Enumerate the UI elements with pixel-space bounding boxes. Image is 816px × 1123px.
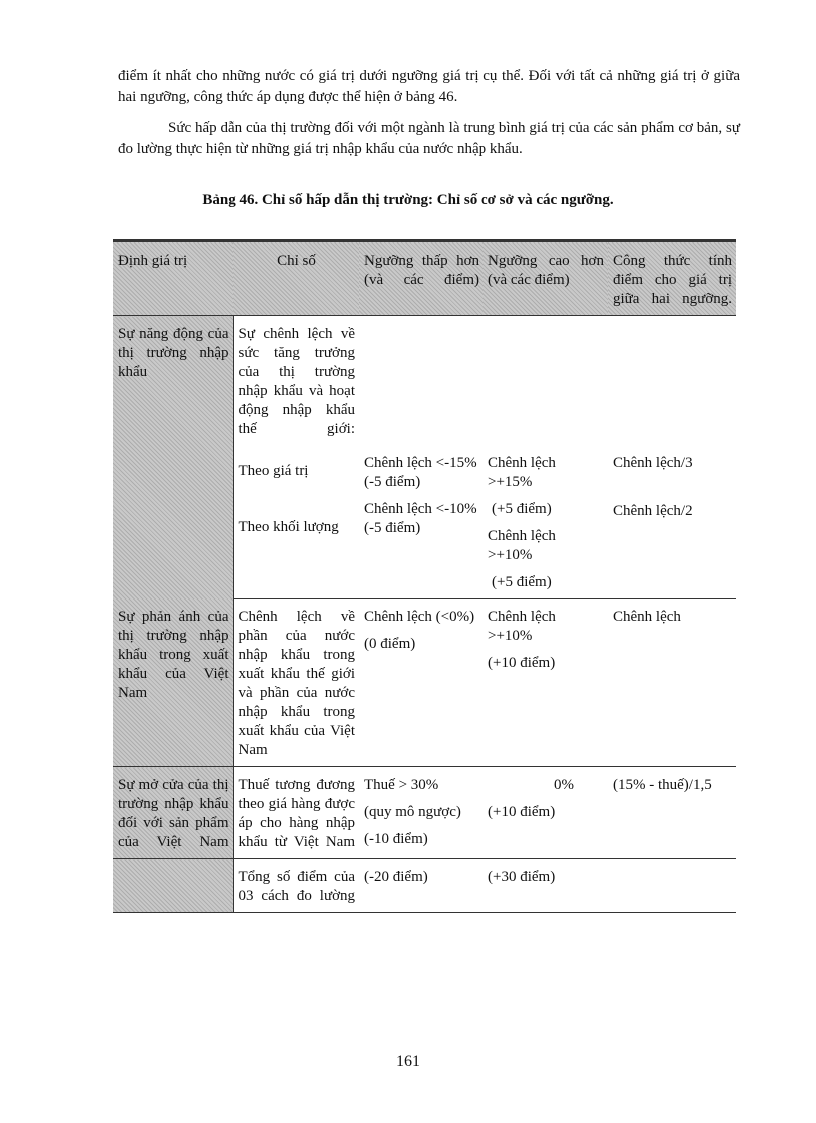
table-row-openness bbox=[113, 767, 736, 859]
header-lower-threshold: Ngưỡng thấp hơn (và các điểm) bbox=[359, 241, 483, 316]
sub-label-volume: Theo khối lượng bbox=[238, 519, 339, 535]
sub-label-value: Theo giá trị bbox=[238, 463, 309, 479]
cell-dimension-openness: Sự mở cửa của thị trường nhập khẩu đối với sản phẩm của Việt Nam bbox=[113, 767, 233, 859]
cell-upper-openness bbox=[483, 767, 608, 859]
cell-upper-dynamics bbox=[483, 445, 608, 599]
cell-dimension-total bbox=[113, 859, 233, 913]
upper-openness: 0% bbox=[554, 777, 574, 793]
market-attractiveness-table bbox=[113, 239, 736, 913]
lower-volume: Chênh lệch <-10% (-5 điểm) bbox=[364, 501, 477, 536]
body-paragraph-1: điểm ít nhất cho những nước có giá trị dưới ngưỡng giá trị cụ thể. Đối với tất cả những giá trị ở giữa hai ngưỡng, công thức áp dụng được thể hiện ở bảng 46. bbox=[118, 68, 740, 105]
header-valuation: Định giá trị bbox=[113, 241, 233, 316]
header-formula: Công thức tính điểm cho giá trị giữa hai ngưỡng. bbox=[608, 241, 736, 316]
cell-upper-reflection bbox=[483, 599, 608, 767]
page-number: 161 bbox=[396, 1053, 420, 1070]
lower-openness-points: (-10 điểm) bbox=[364, 831, 428, 847]
lower-openness-note: (quy mô ngược) bbox=[364, 804, 461, 820]
cell-index-openness: Thuế tương đương theo giá hàng được áp cho hàng nhập khẩu từ Việt Nam bbox=[233, 767, 359, 859]
cell-lower-openness bbox=[359, 767, 483, 859]
upper-value-points: (+5 điểm) bbox=[492, 501, 552, 517]
body-paragraph-2: Sức hấp dẫn của thị trường đối với một ngành là trung bình giá trị của các sản phẩm cơ bản, sự đo lường thực hiện từ những giá trị nhập khẩu của nước nhập khẩu. bbox=[118, 120, 740, 157]
upper-volume-points: (+5 điểm) bbox=[492, 574, 552, 590]
cell-sub-labels bbox=[233, 445, 359, 599]
table-row-reflection bbox=[113, 599, 736, 767]
upper-reflection: Chênh lệch >+10% bbox=[488, 609, 556, 644]
lower-openness: Thuế > 30% bbox=[364, 777, 439, 793]
cell-lower-total: (-20 điểm) bbox=[359, 859, 483, 913]
cell-formula-total bbox=[608, 859, 736, 913]
table-row-total bbox=[113, 859, 736, 913]
upper-reflection-points: (+10 điểm) bbox=[488, 655, 556, 671]
cell-formula-dynamics bbox=[608, 445, 736, 599]
cell-index-dynamics: Sự chênh lệch về sức tăng trưởng của thị trường nhập khẩu và hoạt động nhập khẩu thế giới: bbox=[238, 326, 355, 437]
table-row-dynamics-intro bbox=[113, 316, 736, 446]
header-upper-threshold: Ngưỡng cao hơn (và các điểm) bbox=[483, 241, 608, 316]
table-header-row bbox=[113, 241, 736, 316]
cell-lower-reflection bbox=[359, 599, 483, 767]
upper-value: Chênh lệch >+15% bbox=[488, 455, 556, 490]
upper-openness-points: (+10 điểm) bbox=[488, 804, 556, 820]
lower-reflection-points: (0 điểm) bbox=[364, 636, 416, 652]
lower-value: Chênh lệch <-15% (-5 điểm) bbox=[364, 455, 477, 490]
formula-value: Chênh lệch/3 bbox=[613, 455, 693, 471]
upper-volume: Chênh lệch >+10% bbox=[488, 528, 556, 563]
cell-formula-reflection: Chênh lệch bbox=[608, 599, 736, 767]
header-index: Chỉ số bbox=[233, 241, 359, 316]
cell-index-total: Tổng số điểm của 03 cách đo lường bbox=[233, 859, 359, 913]
cell-index-reflection: Chênh lệch về phần của nước nhập khẩu trong xuất khẩu thế giới và phần của nước nhập khẩu trong xuất khẩu của Việt Nam bbox=[233, 599, 359, 767]
cell-dimension-reflection: Sự phản ánh của thị trường nhập khẩu trong xuất khẩu của Việt Nam bbox=[113, 599, 233, 767]
cell-upper-total: (+30 điểm) bbox=[483, 859, 608, 913]
lower-reflection: Chênh lệch (<0%) bbox=[364, 609, 475, 625]
cell-lower-dynamics bbox=[359, 445, 483, 599]
cell-formula-openness: (15% - thuế)/1,5 bbox=[608, 767, 736, 859]
table-caption: Bảng 46. Chỉ số hấp dẫn thị trường: Chỉ số cơ sở và các ngưỡng. bbox=[202, 192, 614, 208]
formula-volume: Chênh lệch/2 bbox=[613, 503, 693, 519]
cell-dimension-dynamics: Sự năng động của thị trường nhập khẩu bbox=[113, 316, 233, 599]
